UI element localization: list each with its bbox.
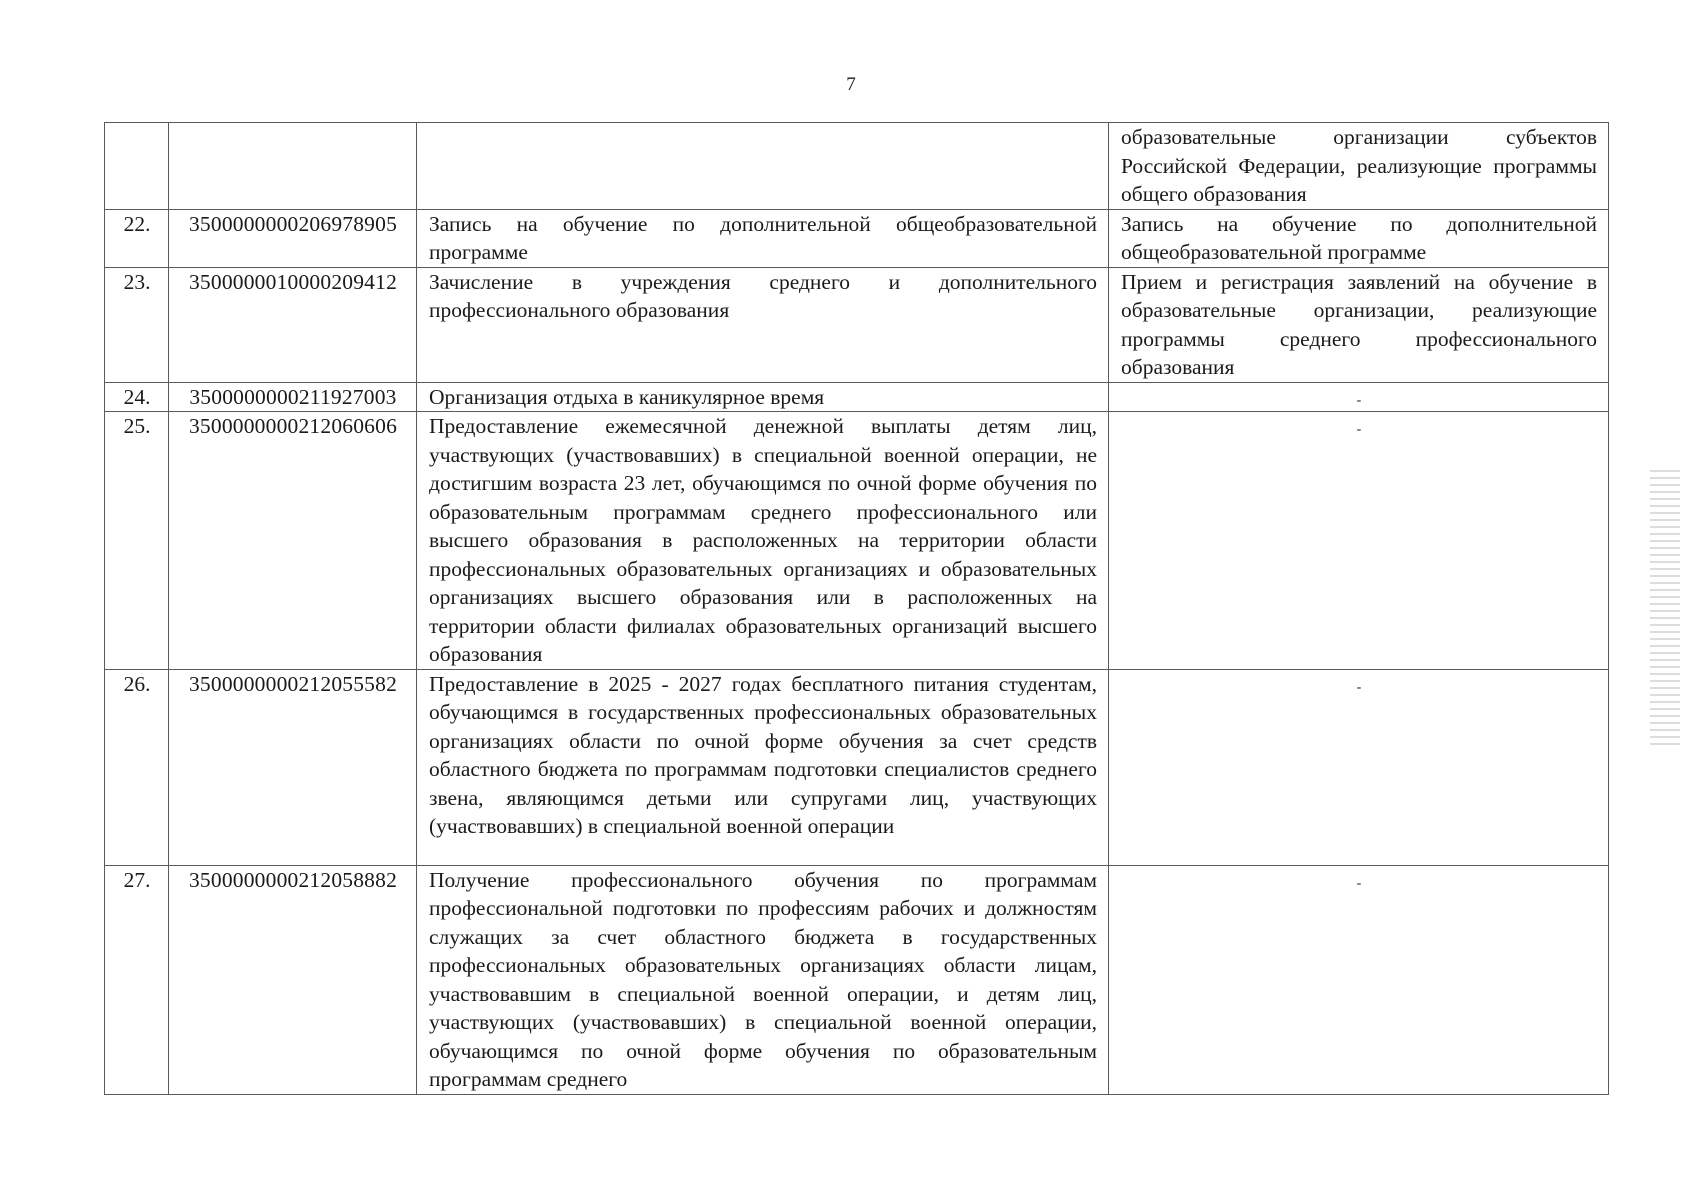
row-number: 25. <box>105 412 169 670</box>
table-row <box>105 267 1609 382</box>
table-row <box>105 382 1609 412</box>
service-name <box>417 123 1109 210</box>
empty-dash: - <box>1356 392 1362 408</box>
row-number <box>105 123 169 210</box>
table-row <box>105 412 1609 670</box>
table-row <box>105 209 1609 267</box>
table-row <box>105 123 1609 210</box>
service-description: образовательные организации субъектов Российской Федерации, реализующие программы общего образования <box>1109 123 1609 210</box>
row-number: 24. <box>105 382 169 412</box>
empty-dash: - <box>1356 679 1362 695</box>
service-code: 3500000010000209412 <box>169 267 417 382</box>
service-name: Предоставление в 2025 - 2027 годах бесплатного питания студентам, обучающимся в государственных профессиональных образовательных организациях области по очной форме обучения за счет средств областного бюджета по программам подготовки специалистов среднего звена, являющимся детьми или супругами лиц, участвующих (участвовавших) в специальной военной операции <box>417 669 1109 865</box>
service-description: Прием и регистрация заявлений на обучение в образовательные организации, реализующие программы среднего профессионального образования <box>1109 267 1609 382</box>
service-code: 3500000000206978905 <box>169 209 417 267</box>
service-description: Запись на обучение по дополнительной общеобразовательной программе <box>1109 209 1609 267</box>
service-name: Получение профессионального обучения по программам профессиональной подготовки по профессиям рабочих и должностям служащих за счет областного бюджета в государственных профессиональных образовательных организациях области лицам, участвовавшим в специальной военной операции, и детям лиц, участвующих (участвовавших) в специальной военной операции, обучающимся по очной форме обучения по образовательным программам среднего <box>417 865 1109 1094</box>
service-name: Предоставление ежемесячной денежной выплаты детям лиц, участвующих (участвовавших) в специальной военной операции, не достигшим возраста 23 лет, обучающимся по очной форме обучения по образовательным программам среднего профессионального или высшего образования в расположенных на территории области профессиональных образовательных организациях и образовательных организациях высшего образования или в расположенных на территории области филиалах образовательных организаций высшего образования <box>417 412 1109 670</box>
services-table <box>104 122 1609 1095</box>
row-number: 26. <box>105 669 169 865</box>
page-number: 7 <box>846 74 856 95</box>
scan-artifact <box>1650 470 1680 750</box>
empty-dash: - <box>1356 422 1362 437</box>
empty-dash: - <box>1356 875 1362 891</box>
row-number: 23. <box>105 267 169 382</box>
service-name: Запись на обучение по дополнительной общеобразовательной программе <box>417 209 1109 267</box>
service-name: Зачисление в учреждения среднего и дополнительного профессионального образования <box>417 267 1109 382</box>
service-code <box>169 123 417 210</box>
service-code: 3500000000211927003 <box>169 382 417 412</box>
row-number: 22. <box>105 209 169 267</box>
service-code: 3500000000212060606 <box>169 412 417 670</box>
service-code: 3500000000212055582 <box>169 669 417 865</box>
row-number: 27. <box>105 865 169 1094</box>
table-row <box>105 669 1609 865</box>
service-code: 3500000000212058882 <box>169 865 417 1094</box>
service-name: Организация отдыха в каникулярное время <box>417 382 1109 412</box>
table-row <box>105 865 1609 1094</box>
